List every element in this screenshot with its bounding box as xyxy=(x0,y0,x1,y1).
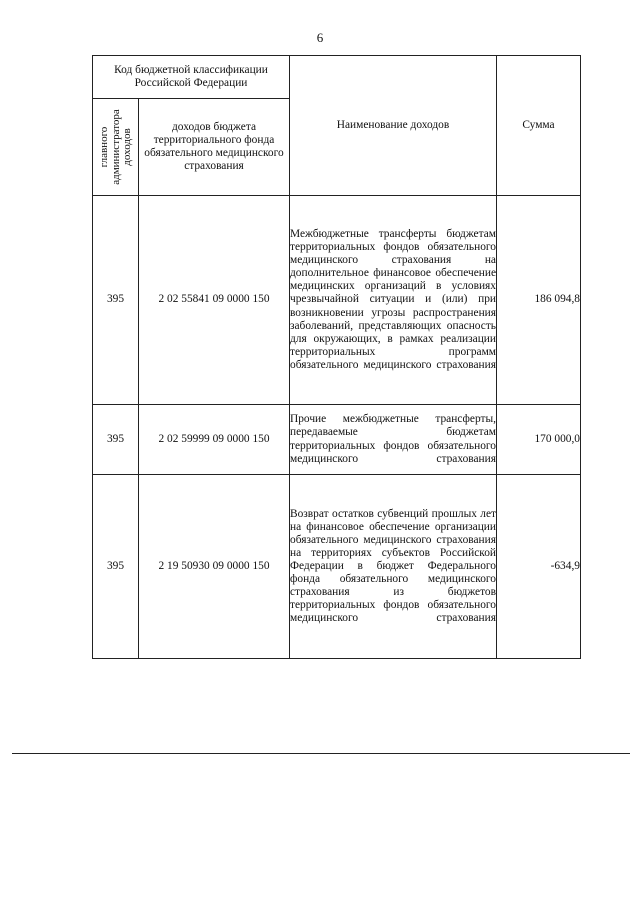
admin-code-cell: 395 xyxy=(93,196,139,405)
table-row xyxy=(93,405,581,475)
income-name-cell: Прочие межбюджетные трансферты, передаваемые бюджетам территориальных фондов обязательного медицинского страхования xyxy=(290,405,497,475)
income-code-cell: 2 02 59999 09 0000 150 xyxy=(139,405,290,475)
admin-code-header xyxy=(93,99,139,196)
income-name-header: Наименование доходов xyxy=(290,56,497,196)
income-name-cell: Возврат остатков субвенций прошлых лет на финансовое обеспечение организации обязательного медицинского страхования на территориях субъектов Российской Федерации в бюджет Федерального фонда обязательного медицинского страхования из бюджетов территориальных фондов обязательного медицинского страхования xyxy=(290,475,497,659)
revenue-table xyxy=(92,55,581,659)
income-code-cell: 2 02 55841 09 0000 150 xyxy=(139,196,290,405)
admin-code-header-text: главного администратора доходов xyxy=(97,109,133,185)
sum-header: Сумма xyxy=(497,56,581,196)
sum-cell: -634,9 xyxy=(497,475,581,659)
income-code-cell: 2 19 50930 09 0000 150 xyxy=(139,475,290,659)
page-number: 6 xyxy=(316,30,324,45)
admin-code-cell: 395 xyxy=(93,405,139,475)
income-code-header: доходов бюджета территориального фонда обязательного медицинского страхования xyxy=(139,99,290,196)
table-row xyxy=(93,475,581,659)
budget-classification-header: Код бюджетной классификации Российской Федерации xyxy=(93,56,290,99)
table-row xyxy=(93,196,581,405)
income-name-cell: Межбюджетные трансферты бюджетам территориальных фондов обязательного медицинского страхования на дополнительное финансовое обеспечение медицинских организаций в условиях чрезвычайной ситуации и (или) при возникновении угрозы распространения заболеваний, представляющих опасность для окружающих, в рамках реализации территориальных программ обязательного медицинского страхования xyxy=(290,196,497,405)
header-row-top xyxy=(93,56,581,99)
admin-code-cell: 395 xyxy=(93,475,139,659)
sum-cell: 186 094,8 xyxy=(497,196,581,405)
footer-divider xyxy=(12,753,630,754)
sum-cell: 170 000,0 xyxy=(497,405,581,475)
